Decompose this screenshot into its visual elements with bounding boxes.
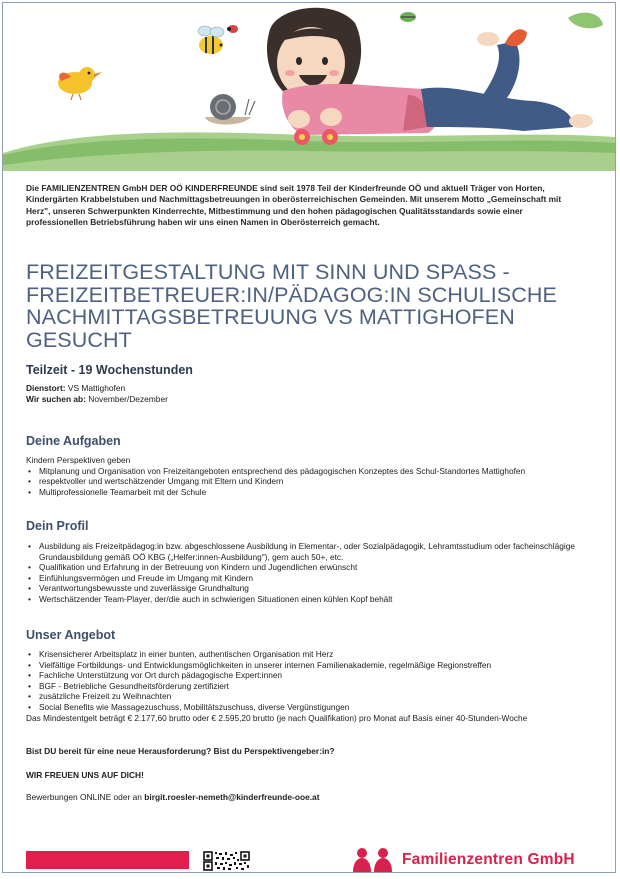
list-item: • Ausbildung als Freizeitpädagog:in bzw. abgeschlossene Ausbildung in Elementar-, oder Sozialpädagogik, Lehramtsstudium oder facheinschlägige Grundausbildung gemäß OÖ KBG („Helfer:innen-Ausbildung"), gern auch 50+, etc. [36, 541, 586, 562]
location-label: Dienstort: [26, 383, 66, 393]
profile-heading: Dein Profil [26, 519, 89, 533]
offer-heading: Unser Angebot [26, 628, 116, 642]
hero-illustration [3, 3, 615, 171]
profile-section [26, 541, 586, 605]
ladybug-icon [400, 12, 416, 22]
offer-list [26, 649, 586, 713]
list-item: • Einfühlungsvermögen und Freude im Umgang mit Kindern [36, 573, 586, 584]
tasks-list [26, 466, 586, 498]
job-title [26, 261, 606, 351]
list-item: • Fachliche Unterstützung vor Ort durch pädagogische Expert:innen [36, 670, 586, 681]
start-label: Wir suchen ab: [26, 394, 86, 404]
list-item: • Social Benefits wie Massagezuschuss, Mobilitätszuschuss, diverse Vergünstigungen [36, 702, 586, 713]
tasks-lead: Kindern Perspektiven geben [26, 455, 131, 465]
job-title-line: GESUCHT [26, 327, 132, 352]
list-item: • Multiprofessionelle Teamarbeit mit der Schule [36, 487, 586, 498]
job-posting-page [2, 2, 616, 873]
application-contact [26, 792, 320, 802]
location-value: VS Mattighofen [67, 383, 126, 393]
intro-text: Die FAMILIENZENTREN GmbH DER OÖ KINDERFREUNDE sind seit 1978 Teil der Kinderfreunde OÖ und aktuell Träger von Horten, Kindergärten Krabbelstuben und Nachmittagsbetreuungen in oberösterreichischen Gemeinden. Mit unserem Motto „Gemeinschaft mit Herz", unseren Schwerpunkten Kinderrechte, Mitbestimmung und den hohen pädagogischen Qualitätsstandards sowie einer professionellen Betriebsführung haben wir uns einen Namen in Oberösterreich gemacht. [26, 183, 562, 228]
profile-list [26, 541, 586, 605]
list-item: • Verantwortungsbewusste und zuverlässige Grundhaltung [36, 583, 586, 594]
list-item: • Vielfältige Fortbildungs- und Entwicklungsmöglichkeiten in unserer internen Familienakademie, regelmäßige Regionstreffen [36, 660, 586, 671]
qr-code[interactable] [203, 851, 251, 871]
list-item: • respektvoller und wertschätzender Umgang mit Eltern und Kindern [36, 476, 586, 487]
employment-type: Teilzeit - 19 Wochenstunden [26, 363, 193, 377]
tasks-section [26, 455, 586, 497]
start-row [26, 394, 168, 405]
list-item: • Krisensicherer Arbeitsplatz in einer bunten, authentischen Organisation mit Herz [36, 649, 586, 660]
salary-note: Das Mindestentgelt beträgt € 2.177,60 brutto oder € 2.595,20 brutto (je nach Qualifikation) pro Monat auf Basis einer 40-Stunden-Woche [26, 712, 528, 723]
list-item: • BGF - Betriebliche Gesundheitsförderung zertifiziert [36, 681, 586, 692]
tasks-heading: Deine Aufgaben [26, 434, 121, 448]
start-value: November/Dezember [88, 394, 168, 404]
offer-section [26, 649, 586, 723]
list-item: • zusätzliche Freizeit zu Weihnachten [36, 691, 586, 702]
list-item: • Mitplanung und Organisation von Freizeitangeboten entsprechend des pädagogischen Konzeptes des Schul-Standortes Mattighofen [36, 466, 586, 477]
job-title-line: NACHMITTAGSBETREUUNG VS MATTIGHOFEN [26, 305, 515, 329]
application-email-link[interactable]: birgit.roesler-nemeth@kinderfreunde-ooe.at [144, 792, 320, 802]
bird-icon [58, 67, 102, 100]
list-item: • Wertschätzender Team-Player, der/die auch in schwierigen Situationen einen kühlen Kopf behält [36, 594, 586, 605]
family-logo-icon [350, 846, 396, 873]
challenge-question: Bist DU bereit für eine neue Herausforderung? Bist du Perspektivengeber:in? [26, 746, 335, 756]
logo-wordmark: Familienzentren GmbH [402, 851, 575, 868]
snail-icon [205, 94, 255, 125]
footer-accent-bar [26, 851, 189, 869]
job-title-line: FREIZEITGESTALTUNG MIT SINN UND SPASS - [26, 260, 510, 284]
ladybug-icon [227, 25, 238, 33]
looking-forward: WIR FREUEN UNS AUF DICH! [26, 770, 144, 780]
apply-prefix: Bewerbungen ONLINE oder an [26, 792, 142, 802]
location-row [26, 383, 168, 394]
bee-icon [198, 26, 224, 54]
list-item: • Qualifikation und Erfahrung in der Betreuung von Kindern und Jugendlichen erwünscht [36, 562, 586, 573]
company-logo [350, 846, 575, 873]
job-title-line: FREIZEITBETREUER:IN/PÄDAGOG:IN SCHULISCHE [26, 282, 557, 307]
job-facts [26, 383, 168, 405]
